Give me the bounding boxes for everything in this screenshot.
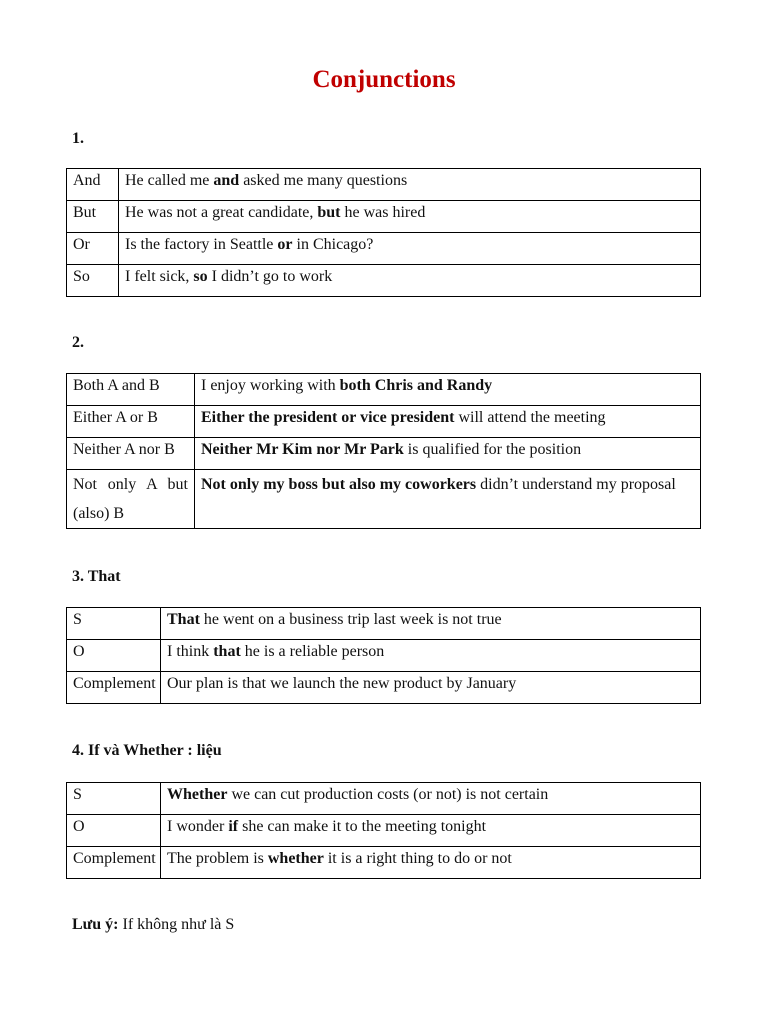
example-sentence: The problem is whether it is a right thing to do or not (161, 847, 701, 879)
example-sentence: I felt sick, so I didn’t go to work (119, 265, 701, 297)
example-sentence: Is the factory in Seattle or in Chicago? (119, 233, 701, 265)
conjunction-table-4 (66, 782, 701, 879)
section-heading-2: 2. (72, 334, 84, 351)
section-heading-3: 3. That (72, 568, 121, 585)
note-label: Lưu ý: (72, 916, 119, 933)
example-sentence: He called me and asked me many questions (119, 169, 701, 201)
example-sentence: Not only my boss but also my coworkers didn’t understand my proposal (195, 470, 701, 529)
row-label: S (67, 608, 161, 640)
table-row (67, 233, 701, 265)
note (72, 916, 234, 934)
example-sentence: Either the president or vice president will attend the meeting (195, 406, 701, 438)
conjunction-table-2 (66, 373, 701, 529)
table-row (67, 640, 701, 672)
row-label: And (67, 169, 119, 201)
table-row (67, 847, 701, 879)
table-row (67, 201, 701, 233)
row-label: Neither A nor B (67, 438, 195, 470)
table-row (67, 608, 701, 640)
row-label: So (67, 265, 119, 297)
row-label: Both A and B (67, 374, 195, 406)
example-sentence: That he went on a business trip last week is not true (161, 608, 701, 640)
section-heading-4: 4. If và Whether : liệu (72, 742, 222, 759)
example-sentence: I wonder if she can make it to the meeting tonight (161, 815, 701, 847)
conjunction-table-1 (66, 168, 701, 297)
row-label: Either A or B (67, 406, 195, 438)
table-row (67, 374, 701, 406)
row-label: Complement (67, 847, 161, 879)
row-label: S (67, 783, 161, 815)
table-row (67, 815, 701, 847)
row-label: O (67, 640, 161, 672)
example-sentence: I think that he is a reliable person (161, 640, 701, 672)
row-label: Or (67, 233, 119, 265)
row-label: Not only A but (also) B (67, 470, 195, 529)
note-text: If không như là S (118, 916, 235, 933)
row-label: O (67, 815, 161, 847)
table-row (67, 783, 701, 815)
table-row (67, 265, 701, 297)
table-row (67, 406, 701, 438)
page-title: Conjunctions (312, 66, 456, 93)
conjunction-table-3 (66, 607, 701, 704)
section-heading-1: 1. (72, 130, 84, 147)
example-sentence: Neither Mr Kim nor Mr Park is qualified for the position (195, 438, 701, 470)
table-row (67, 672, 701, 704)
row-label: Complement (67, 672, 161, 704)
example-sentence: I enjoy working with both Chris and Randy (195, 374, 701, 406)
row-label: But (67, 201, 119, 233)
example-sentence: He was not a great candidate, but he was hired (119, 201, 701, 233)
table-row (67, 438, 701, 470)
table-row (67, 169, 701, 201)
example-sentence: Whether we can cut production costs (or not) is not certain (161, 783, 701, 815)
example-sentence: Our plan is that we launch the new product by January (161, 672, 701, 704)
table-row (67, 470, 701, 529)
